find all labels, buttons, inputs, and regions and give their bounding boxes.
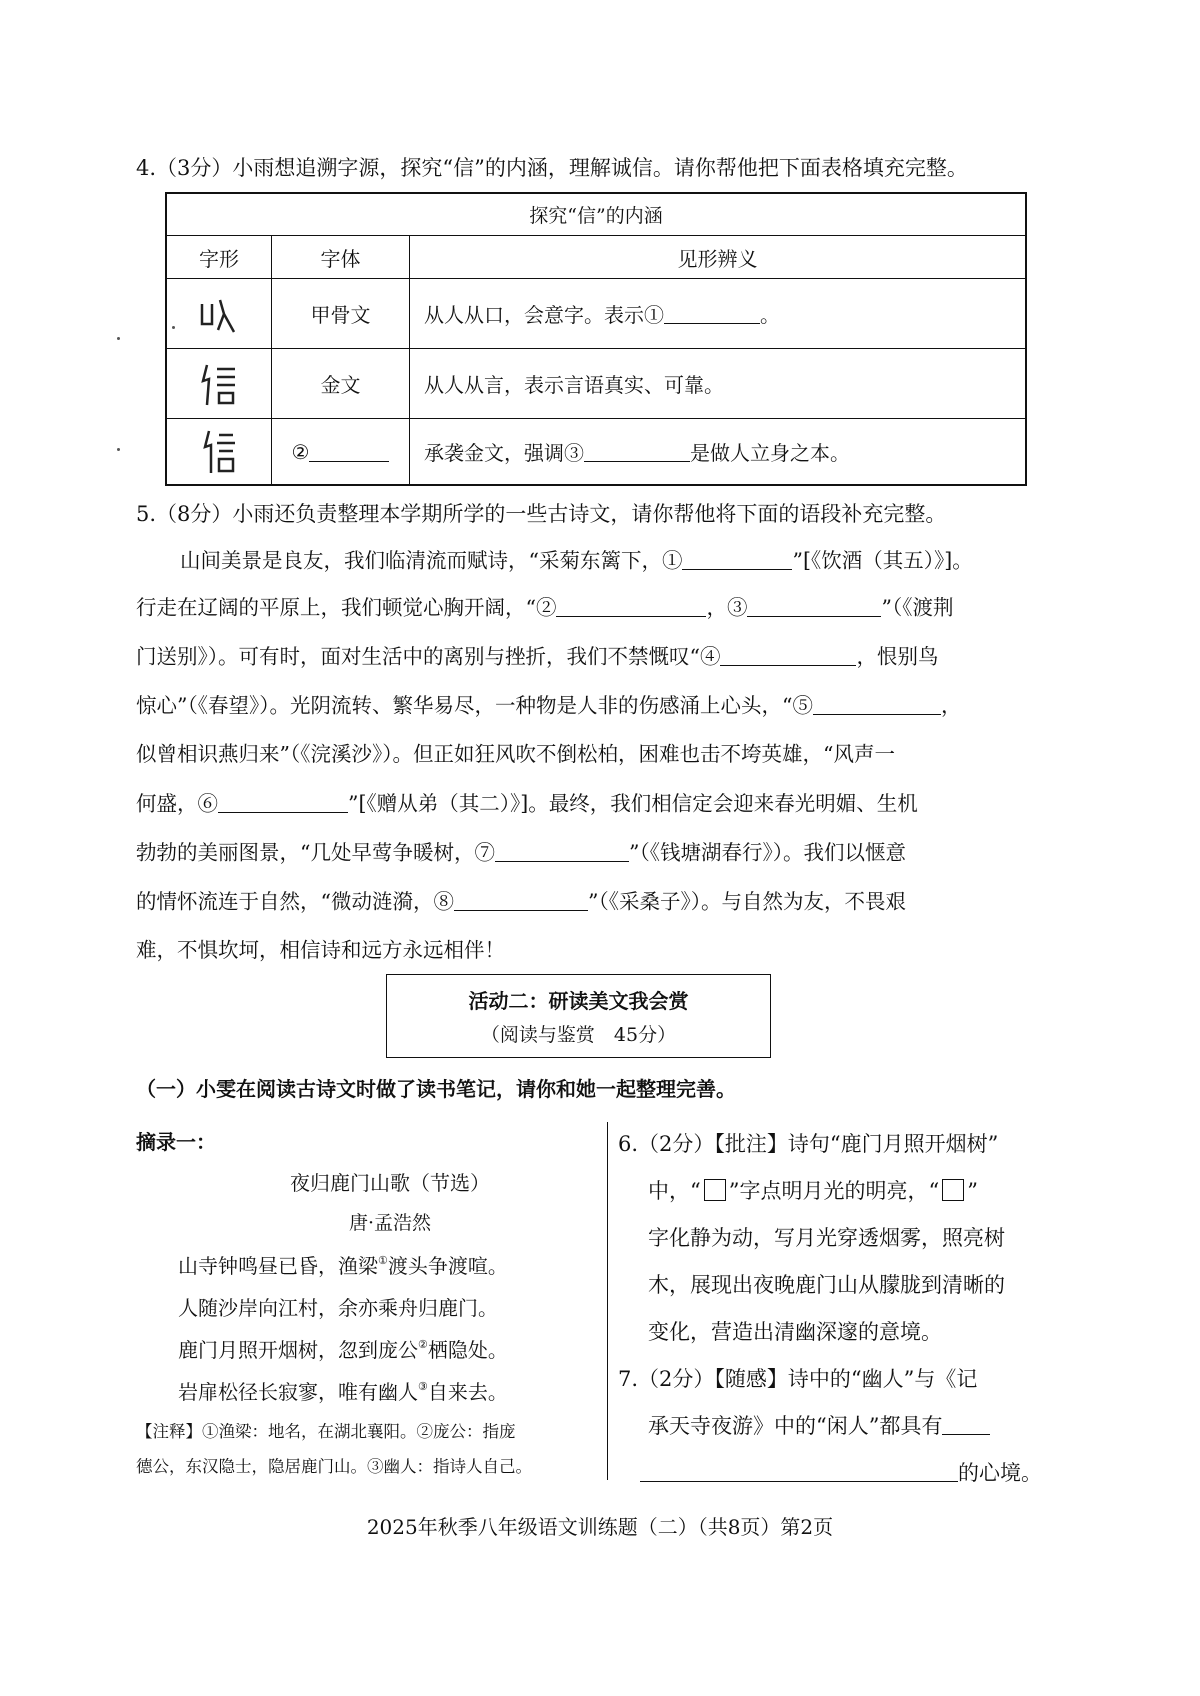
line-text: 山间美景是良友，我们临清流而赋诗，“采菊东篱下，① — [180, 548, 683, 573]
question-5-prompt: 5.（8分）小雨还负责整理本学期所学的一些古诗文，请你帮他将下面的语段补充完整。 — [136, 502, 947, 526]
paragraph-line-9: 难，不惧坎坷，相信诗和远方永远相伴！ — [136, 938, 505, 962]
question-6-line-5: 变化，营造出清幽深邃的意境。 — [648, 1320, 942, 1344]
activity-two-box — [386, 974, 771, 1058]
annotation-line-1: 【注释】①渔梁：地名，在湖北襄阳。②庞公：指庞 — [136, 1422, 516, 1441]
line-text: ”（《采桑子》）。与自然为友，不畏艰 — [587, 889, 906, 914]
poem-author: 唐·孟浩然 — [348, 1212, 432, 1234]
activity-title: 活动二：研读美文我会赏 — [468, 989, 689, 1013]
line-text: 行走在辽阔的平原上，我们顿觉心胸开阔，“② — [136, 595, 557, 620]
q7-text: 的心境。 — [958, 1461, 1042, 1485]
poem-blank-2[interactable] — [556, 595, 706, 617]
header-script: 字体 — [272, 236, 410, 278]
poem-blank-6[interactable] — [218, 791, 348, 813]
paragraph-line-4 — [136, 693, 961, 718]
paragraph-line-6 — [136, 791, 918, 816]
page-footer: 2025年秋季八年级语文训练题（二）（共8页）第2页 — [366, 1515, 834, 1539]
poem-text: 渡头争渡喧。 — [387, 1254, 508, 1278]
line-text: ，③ — [706, 595, 748, 620]
q6-text: ”字点明月光的明亮，“ — [728, 1179, 940, 1203]
answer-blank-q7-a[interactable] — [942, 1413, 990, 1435]
line-text: ”（《渡荆 — [881, 595, 954, 620]
column-divider — [607, 1122, 608, 1480]
scan-speck — [117, 448, 120, 451]
answer-blank-1[interactable] — [664, 303, 760, 324]
table-row — [167, 419, 1025, 484]
line-text: 勃勃的美丽图景，“几处早莺争暖树，⑦ — [136, 840, 495, 865]
answer-blank-3[interactable] — [584, 441, 690, 462]
meaning-bronze: 从人从言，表示言语真实、可靠。 — [424, 373, 724, 397]
meaning-oracle — [410, 279, 1025, 348]
answer-box-char-1[interactable] — [704, 1179, 726, 1201]
answer-blank-2[interactable] — [309, 441, 389, 462]
script-bronze: 金文 — [272, 349, 410, 418]
note-marker: ③ — [418, 1380, 428, 1393]
poem-text: 岩扉松径长寂寥，唯有幽人 — [178, 1380, 418, 1404]
line-text: ， — [940, 693, 962, 718]
poem-line — [178, 1292, 498, 1321]
script-seal — [272, 419, 410, 484]
section-one-heading: （一）小雯在阅读古诗文时做了读书笔记，请你和她一起整理完善。 — [136, 1077, 736, 1101]
poem-blank-8[interactable] — [454, 889, 588, 911]
paragraph-line-5: 似曾相识燕归来”（《浣溪沙》）。但正如狂风吹不倒松柏，困难也击不垮英雄，“风声一 — [136, 742, 895, 766]
meaning-seal — [410, 419, 1025, 484]
question-7-line-2 — [648, 1410, 990, 1440]
line-text: 何盛，⑥ — [136, 791, 218, 816]
question-6-line-2 — [648, 1175, 978, 1205]
paragraph-line-8 — [136, 889, 906, 914]
poem-blank-1[interactable] — [682, 548, 792, 570]
meaning-suffix: 。 — [760, 303, 780, 327]
seal-xin-glyph-icon — [167, 419, 272, 484]
question-6-line-3: 字化静为动，写月光穿透烟雾，照亮树 — [648, 1226, 1005, 1250]
line-text: 门送别》）。可有时，面对生活中的离别与挫折，我们不禁慨叹“④ — [136, 644, 721, 669]
line-text: ”（《钱塘湖春行》）。我们以惬意 — [628, 840, 906, 865]
paragraph-line-2 — [136, 595, 953, 620]
excerpt-label: 摘录一： — [136, 1130, 216, 1154]
poem-blank-5[interactable] — [813, 693, 941, 715]
oracle-bone-xin-glyph-icon — [167, 279, 272, 348]
poem-line — [178, 1334, 508, 1363]
meaning-suffix: 是做人立身之本。 — [690, 441, 850, 465]
q7-text: 承天寺夜游》中的“闲人”都具有 — [648, 1414, 943, 1438]
table-row — [167, 279, 1025, 349]
line-text: ，恨别鸟 — [856, 644, 939, 669]
annotation-line-2: 德公，东汉隐士，隐居鹿门山。③幽人：指诗人自己。 — [136, 1457, 532, 1476]
table-header-row — [167, 236, 1025, 279]
poem-line — [178, 1376, 508, 1405]
line-text: 惊心”（《春望》）。光阴流转、繁华易尽，一种物是人非的伤感涌上心头，“⑤ — [136, 693, 813, 718]
question-6-line-1: 6.（2分）【批注】诗句“鹿门月照开烟树” — [618, 1132, 999, 1156]
note-marker: ① — [378, 1254, 388, 1267]
script-oracle: 甲骨文 — [272, 279, 410, 348]
xin-meaning-table — [165, 192, 1027, 486]
line-text: ”[《饮酒（其五）》]。 — [792, 548, 973, 573]
line-text: 的情怀流连于自然，“微动涟漪，⑧ — [136, 889, 454, 914]
meaning-text: 承袭金文，强调③ — [424, 441, 584, 465]
question-7-line-1: 7.（2分）【随感】诗中的“幽人”与《记 — [618, 1367, 978, 1391]
poem-blank-7[interactable] — [495, 840, 629, 862]
q6-text: ” — [967, 1179, 978, 1203]
poem-text: 鹿门月照开烟树，忽到庞公 — [178, 1338, 418, 1362]
q6-text: 中，“ — [648, 1179, 701, 1203]
meaning-text: 从人从口，会意字。表示① — [424, 303, 664, 327]
note-marker: ② — [418, 1338, 428, 1351]
poem-blank-3[interactable] — [747, 595, 881, 617]
poem-text: 人随沙岸向江村，余亦乘舟归鹿门。 — [178, 1296, 498, 1320]
poem-text: 山寺钟鸣昼已昏，渔梁 — [178, 1254, 378, 1278]
poem-text: 自来去。 — [427, 1380, 508, 1404]
question-6-line-4: 木，展现出夜晚鹿门山从朦胧到清晰的 — [648, 1273, 1005, 1297]
blank-label-2: ② — [291, 439, 310, 464]
paragraph-line-3 — [136, 644, 938, 669]
table-caption: 探究“信”的内涵 — [529, 205, 663, 227]
scan-speck — [117, 337, 120, 340]
activity-subtitle: （阅读与鉴赏 45分） — [480, 1024, 677, 1046]
line-text: ”[《赠从弟（其二）》]。最终，我们相信定会迎来春光明媚、生机 — [348, 791, 918, 816]
poem-text: 栖隐处。 — [427, 1338, 508, 1362]
table-row — [167, 349, 1025, 419]
scan-speck — [172, 326, 175, 329]
answer-box-char-2[interactable] — [942, 1179, 964, 1201]
poem-title: 夜归鹿门山歌（节选） — [290, 1171, 490, 1195]
answer-blank-q7-b[interactable] — [640, 1460, 958, 1482]
paragraph-line-1 — [180, 548, 973, 573]
header-meaning: 见形辨义 — [677, 246, 758, 271]
poetry-fill-paragraph — [136, 548, 1036, 962]
header-glyph: 字形 — [167, 236, 272, 278]
table-caption-row — [167, 194, 1025, 236]
bronze-xin-glyph-icon — [167, 349, 272, 418]
poem-blank-4[interactable] — [720, 644, 856, 666]
paragraph-line-7 — [136, 840, 906, 865]
question-4-prompt: 4.（3分）小雨想追溯字源，探究“信”的内涵，理解诚信。请你帮他把下面表格填充完整。 — [136, 156, 968, 180]
question-7-line-3 — [640, 1457, 1042, 1487]
poem-line — [178, 1250, 508, 1279]
